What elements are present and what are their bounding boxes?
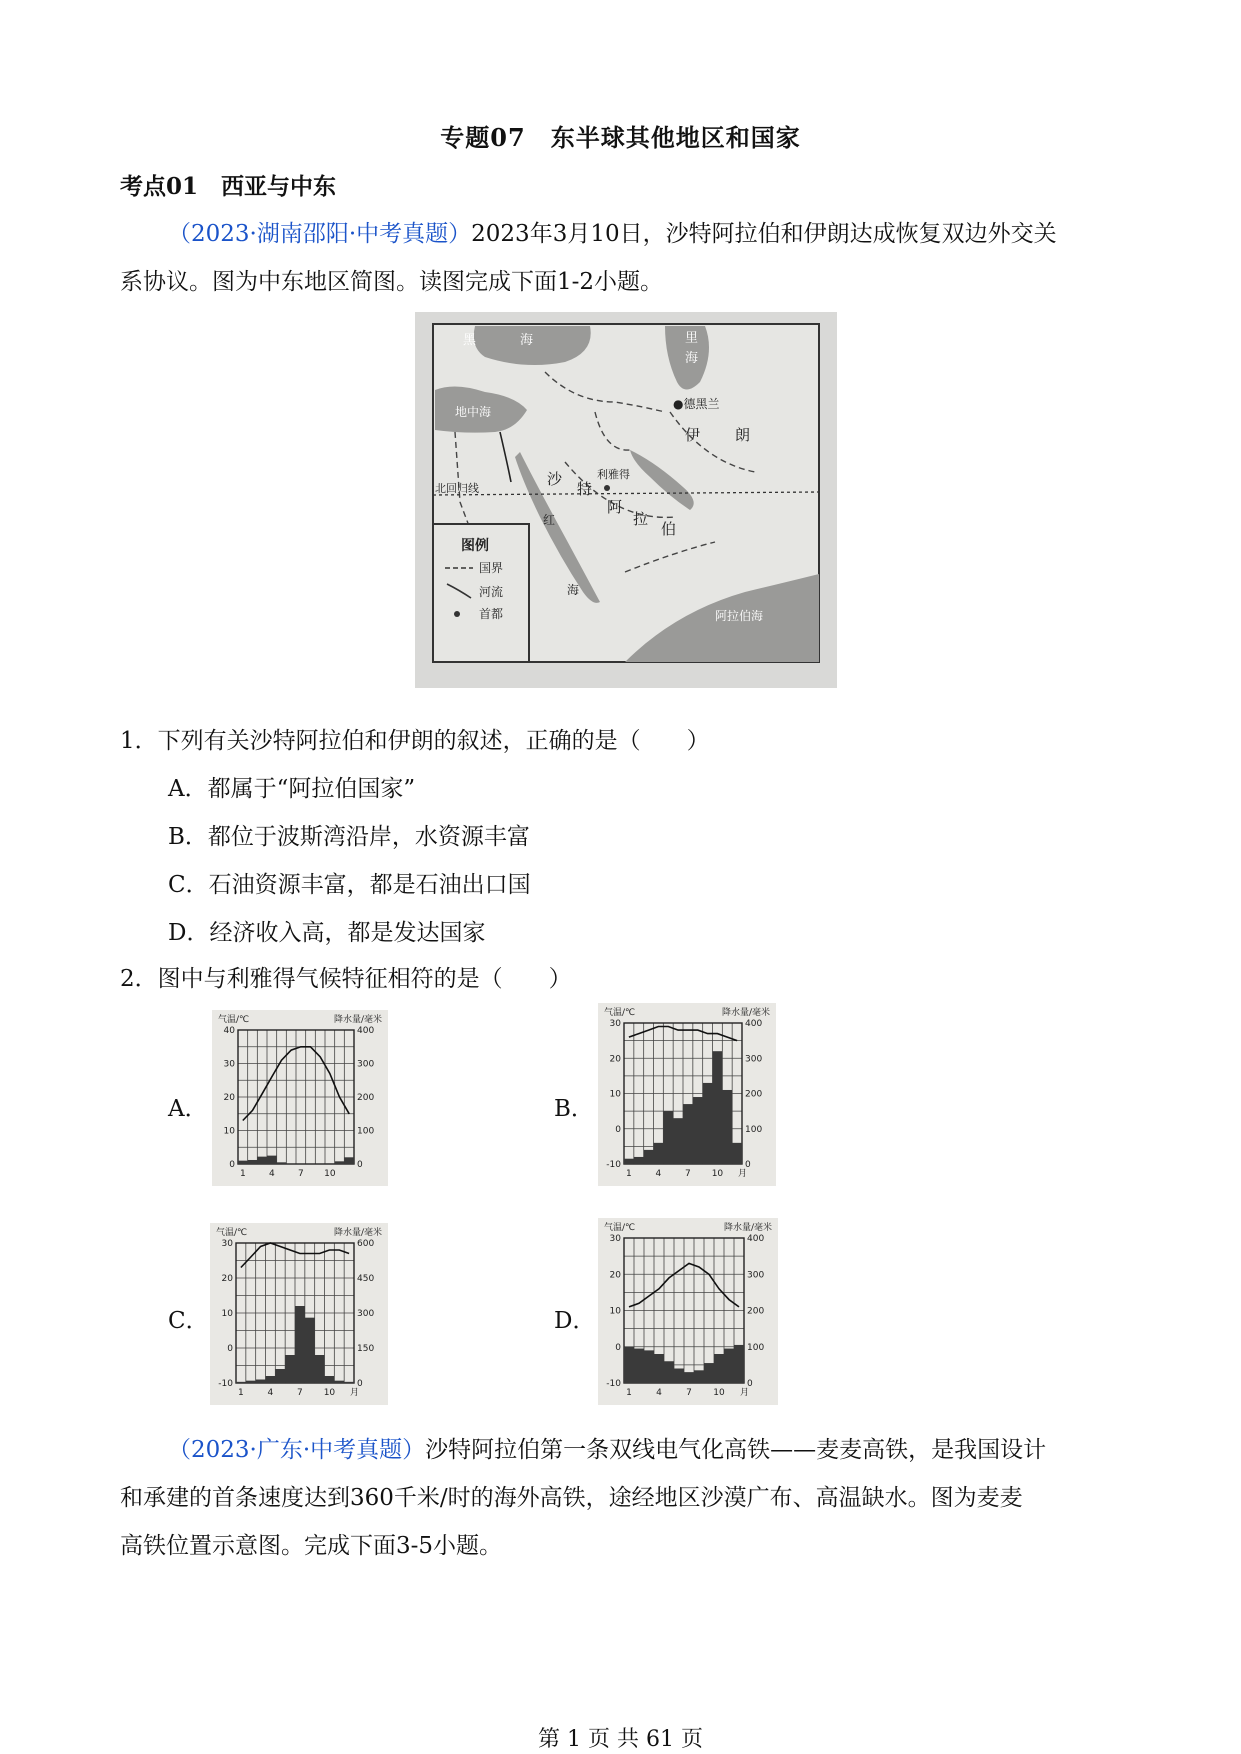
precipitation-bar <box>248 1160 258 1164</box>
y-tick-label: 30 <box>609 1234 621 1244</box>
x-tick-label: 10 <box>713 1388 725 1398</box>
map-label-caspian-2: 海 <box>685 351 699 366</box>
precipitation-bar <box>674 1369 684 1384</box>
intro1-line1: 2023年3月10日，沙特阿拉伯和伊朗达成恢复双边外交关 <box>471 221 1057 247</box>
precipitation-bar <box>236 1382 246 1383</box>
intro1-line2: 系协议。图为中东地区简图。读图完成下面1-2小题。 <box>120 269 664 295</box>
y-tick-label: 10 <box>609 1089 621 1100</box>
y2-tick-label: 100 <box>747 1342 765 1353</box>
precipitation-bar <box>334 1381 344 1383</box>
precipitation-bar <box>664 1361 674 1383</box>
climate-chart-a <box>212 1010 388 1186</box>
q1-option-c: C．石油资源丰富，都是石油出口国 <box>168 872 531 898</box>
x-tick-label: 10 <box>711 1169 724 1179</box>
y-tick-label: -10 <box>606 1160 621 1170</box>
x-tick-label: 4 <box>267 1388 274 1398</box>
precipitation-bar <box>684 1372 694 1383</box>
y-tick-label: 0 <box>615 1124 621 1135</box>
x-tick-label: 7 <box>297 1169 304 1179</box>
y2-tick-label: 0 <box>747 1379 753 1389</box>
question-1-stem: 1．下列有关沙特阿拉伯和伊朗的叙述，正确的是（ ） <box>120 728 710 754</box>
y2-tick-label: 150 <box>357 1344 375 1354</box>
y2-tick-label: 0 <box>745 1160 751 1170</box>
x-tick-label: 1 <box>626 1388 632 1398</box>
map-label-arabian-sea: 阿拉伯海 <box>715 609 764 623</box>
precipitation-bar <box>256 1380 266 1384</box>
x-tick-label: 10 <box>323 1388 336 1398</box>
map-label-iran-1: 伊 <box>685 426 701 444</box>
precipitation-bar <box>663 1111 673 1164</box>
precipitation-bar <box>732 1143 742 1164</box>
legend-title: 图例 <box>461 538 489 554</box>
intro2-line3: 高铁位置示意图。完成下面3-5小题。 <box>120 1533 503 1559</box>
q1-option-d: D．经济收入高，都是发达国家 <box>168 920 486 946</box>
y-tick-label: 30 <box>609 1019 621 1029</box>
x-unit-label: 月 <box>350 1388 360 1398</box>
y2-tick-label: 300 <box>745 1054 763 1065</box>
y-tick-label: 0 <box>229 1160 235 1170</box>
precipitation-bar <box>325 1163 335 1164</box>
page-footer: 第 1 页 共 61 页 <box>538 1727 703 1752</box>
x-tick-label: 4 <box>656 1388 662 1398</box>
map-label-red-sea-2: 海 <box>567 583 580 597</box>
precipitation-bar <box>305 1318 315 1383</box>
y2-axis-label: 降水量/毫米 <box>721 1008 770 1018</box>
precipitation-bar <box>634 1157 644 1164</box>
precipitation-bar <box>285 1355 295 1383</box>
y2-tick-label: 400 <box>747 1234 765 1244</box>
y-tick-label: -10 <box>606 1379 621 1389</box>
x-tick-label: 4 <box>268 1169 275 1179</box>
precipitation-bar <box>267 1156 277 1164</box>
legend-border: 国界 <box>479 561 504 575</box>
question-2-stem: 2．图中与利雅得气候特征相符的是（ ） <box>120 966 572 992</box>
y2-tick-label: 450 <box>357 1274 375 1284</box>
y-tick-label: 40 <box>223 1026 235 1036</box>
y-tick-label: 10 <box>223 1126 235 1137</box>
map-label-mediterranean: 地中海 <box>455 405 492 419</box>
map-label-tropic: 北回归线 <box>435 482 479 495</box>
map-label-saudi-1: 沙 <box>547 470 563 488</box>
precipitation-bar <box>704 1363 714 1383</box>
y2-tick-label: 400 <box>745 1019 763 1029</box>
climate-chart-b <box>598 1003 776 1186</box>
precipitation-bar <box>325 1376 335 1383</box>
y2-tick-label: 300 <box>357 1309 375 1319</box>
chart-d-label: D． <box>554 1308 596 1334</box>
intro-paragraph-1 <box>120 210 1120 306</box>
precipitation-bar <box>694 1370 704 1383</box>
precipitation-bar <box>335 1161 345 1164</box>
precipitation-bar <box>257 1157 267 1164</box>
chart-a-label: A． <box>168 1096 208 1122</box>
y-axis-label: 气温/℃ <box>216 1228 248 1238</box>
precipitation-bar <box>315 1355 325 1383</box>
y2-tick-label: 0 <box>357 1160 363 1170</box>
map-label-riyadh: 利雅得 <box>597 468 630 481</box>
precipitation-bar <box>644 1350 654 1383</box>
precipitation-bar <box>703 1083 713 1164</box>
y2-tick-label: 400 <box>357 1026 375 1036</box>
y2-tick-label: 200 <box>745 1089 763 1100</box>
y2-tick-label: 200 <box>747 1306 765 1317</box>
precipitation-bar <box>734 1345 744 1383</box>
map-label-saudi-2: 特 <box>577 480 593 498</box>
precipitation-bar <box>683 1104 693 1164</box>
legend-river: 河流 <box>479 585 504 599</box>
x-tick-label: 1 <box>626 1169 632 1179</box>
precipitation-bar <box>654 1354 664 1383</box>
y2-tick-label: 100 <box>745 1124 763 1135</box>
precipitation-bar <box>277 1162 287 1164</box>
precipitation-bar <box>722 1090 732 1164</box>
precipitation-bar <box>275 1369 285 1383</box>
precipitation-bar <box>644 1150 654 1164</box>
y-tick-label: 10 <box>609 1306 621 1317</box>
y2-axis-label: 降水量/毫米 <box>723 1223 772 1233</box>
y-tick-label: 30 <box>223 1059 235 1070</box>
y-tick-label: 10 <box>221 1309 233 1319</box>
map-label-iran-2: 朗 <box>735 426 751 444</box>
x-tick-label: 1 <box>239 1169 246 1179</box>
y2-tick-label: 600 <box>357 1239 375 1249</box>
y-tick-label: -10 <box>218 1379 233 1389</box>
precipitation-bar <box>238 1161 248 1164</box>
map-label-tehran: ●德黑兰 <box>673 397 720 411</box>
precipitation-bar <box>713 1051 723 1164</box>
x-tick-label: 7 <box>297 1388 303 1398</box>
precipitation-bar <box>344 1382 354 1383</box>
legend-capital: 首都 <box>479 607 504 621</box>
section-heading: 考点01 西亚与中东 <box>120 173 337 200</box>
intro2-line2: 和承建的首条速度达到360千米/时的海外高铁，途经地区沙漠广布、高温缺水。图为麦麦 <box>120 1485 1023 1511</box>
precipitation-bar <box>624 1159 634 1164</box>
climate-chart-c <box>210 1223 388 1405</box>
x-tick-label: 7 <box>686 1388 692 1398</box>
source-tag-2: （2023·广东·中考真题） <box>168 1437 426 1463</box>
y2-axis-label: 降水量/毫米 <box>333 1228 382 1238</box>
climate-chart-d <box>598 1218 778 1405</box>
precipitation-bar <box>673 1118 683 1164</box>
y2-tick-label: 300 <box>357 1059 375 1070</box>
chart-b-label: B． <box>554 1096 594 1122</box>
precipitation-bar <box>714 1354 724 1383</box>
middle-east-map <box>415 312 837 688</box>
precipitation-bar <box>624 1347 634 1383</box>
y-tick-label: 0 <box>227 1344 233 1354</box>
map-label-saudi-3: 阿 <box>607 498 623 516</box>
q1-option-b: B．都位于波斯湾沿岸，水资源丰富 <box>168 824 530 850</box>
precipitation-bar <box>266 1376 276 1383</box>
y2-tick-label: 100 <box>357 1126 375 1137</box>
precipitation-bar <box>344 1157 354 1164</box>
y-tick-label: 30 <box>221 1239 233 1249</box>
y2-axis-label: 降水量/毫米 <box>333 1015 382 1025</box>
precipitation-bar <box>246 1381 256 1383</box>
x-tick-label: 7 <box>685 1169 691 1179</box>
map-label-saudi-4: 拉 <box>633 510 649 528</box>
y2-tick-label: 0 <box>357 1379 363 1389</box>
map-label-black-sea-1: 黑 <box>463 333 477 348</box>
y-tick-label: 20 <box>223 1093 235 1103</box>
source-tag: （2023·湖南邵阳·中考真题） <box>168 221 472 247</box>
map-label-saudi-5: 伯 <box>661 520 677 538</box>
intro-paragraph-2 <box>120 1426 1120 1570</box>
precipitation-bar <box>724 1349 734 1383</box>
y-axis-label: 气温/℃ <box>604 1223 636 1233</box>
map-label-red-sea-1: 红 <box>543 513 556 527</box>
x-unit-label: 月 <box>740 1388 750 1398</box>
q1-option-a: A．都属于“阿拉伯国家” <box>168 776 416 802</box>
precipitation-bar <box>634 1349 644 1383</box>
chart-c-label: C． <box>168 1308 209 1334</box>
y-tick-label: 20 <box>609 1054 621 1065</box>
x-tick-label: 10 <box>324 1169 336 1179</box>
intro2-line1: 沙特阿拉伯第一条双线电气化高铁——麦麦高铁，是我国设计 <box>425 1437 1047 1463</box>
x-unit-label: 月 <box>738 1169 748 1179</box>
y-tick-label: 0 <box>615 1342 621 1353</box>
page-title: 专题07 东半球其他地区和国家 <box>440 123 801 152</box>
map-label-caspian-1: 里 <box>685 331 699 346</box>
y2-tick-label: 200 <box>357 1093 375 1103</box>
y-axis-label: 气温/℃ <box>218 1015 250 1025</box>
precipitation-bar <box>295 1306 305 1383</box>
precipitation-bar <box>654 1143 664 1164</box>
y2-tick-label: 300 <box>747 1270 765 1281</box>
y-axis-label: 气温/℃ <box>604 1008 636 1018</box>
map-label-black-sea-2: 海 <box>520 333 534 348</box>
precipitation-bar <box>693 1097 703 1164</box>
x-tick-label: 1 <box>238 1388 244 1398</box>
x-tick-label: 4 <box>655 1169 662 1179</box>
y-tick-label: 20 <box>221 1274 233 1284</box>
y-tick-label: 20 <box>609 1270 621 1281</box>
